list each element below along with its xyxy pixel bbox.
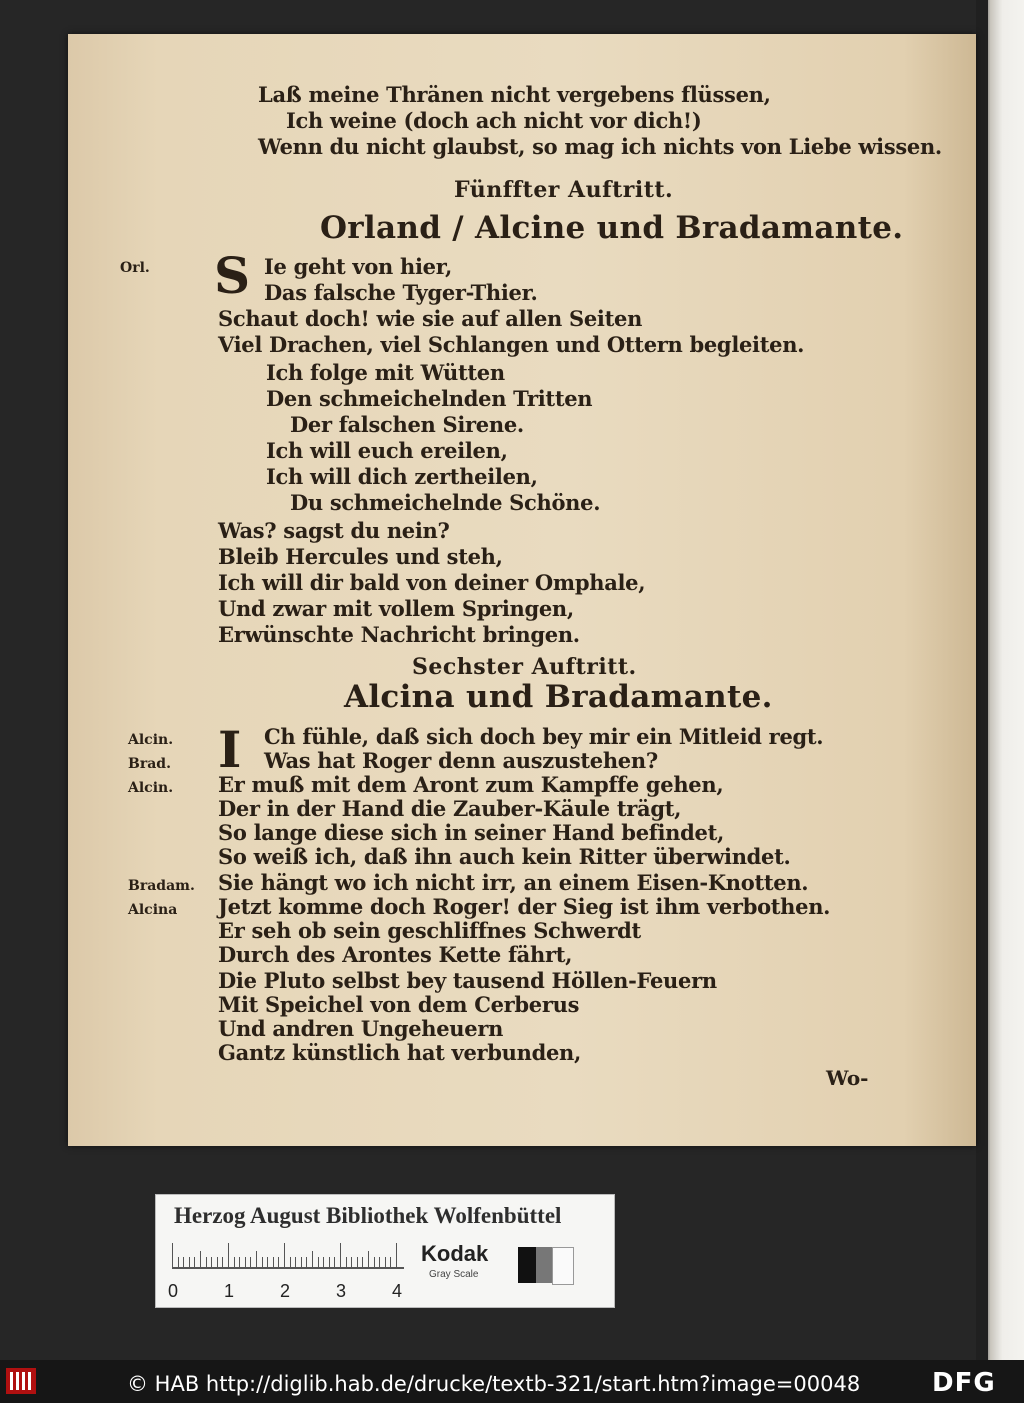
verse-line: Was hat Roger denn auszustehen? (264, 748, 658, 773)
verse-line: Schaut doch! wie sie auf allen Seiten (218, 306, 643, 331)
ruler-number: 1 (224, 1281, 235, 1301)
ruler-tick (278, 1257, 279, 1267)
ruler-tick (346, 1257, 347, 1267)
ruler-tick (200, 1251, 201, 1267)
book-page (68, 34, 976, 1146)
ruler-tick (172, 1243, 173, 1267)
verse-line: Ich will dir bald von deiner Omphale, (218, 570, 646, 595)
drop-capital: S (214, 246, 251, 305)
ruler-tick (312, 1251, 313, 1267)
ruler-tick (334, 1257, 335, 1267)
ruler-tick (194, 1257, 195, 1267)
verse-line: Sie hängt wo ich nicht irr, an einem Eisen-Knotten. (218, 870, 809, 895)
verse-line: Durch des Arontes Kette fährt, (218, 942, 573, 967)
ruler-number: 2 (280, 1281, 291, 1301)
verse-line: Was? sagst du nein? (218, 518, 450, 543)
ruler-tick (340, 1243, 341, 1267)
measurement-ruler (172, 1241, 404, 1269)
ruler-tick (245, 1257, 246, 1267)
ruler-tick (217, 1257, 218, 1267)
ruler-tick (396, 1243, 397, 1267)
verse-line: So lange diese sich in seiner Hand befindet, (218, 820, 724, 845)
speaker-label: Bradam. (128, 878, 195, 894)
verse-line: Erwünschte Nachricht bringen. (218, 622, 580, 647)
gray-patch-black (518, 1247, 536, 1283)
ruler-tick (284, 1243, 285, 1267)
verse-line: Wenn du nicht glaubst, so mag ich nichts von Liebe wissen. (258, 134, 942, 159)
ruler-tick (262, 1257, 263, 1267)
ruler-tick (306, 1257, 307, 1267)
verse-line: Und andren Ungeheuern (218, 1016, 504, 1041)
ruler-tick (290, 1257, 291, 1267)
speaker-label: Alcin. (128, 780, 174, 796)
ruler-tick (178, 1257, 179, 1267)
ruler-tick (211, 1257, 212, 1267)
verse-line: Gantz künstlich hat verbunden, (218, 1040, 582, 1065)
ruler-tick (206, 1257, 207, 1267)
ruler-tick (239, 1257, 240, 1267)
verse-line: Der in der Hand die Zauber-Käule trägt, (218, 796, 682, 821)
ruler-tick (189, 1257, 190, 1267)
scene-cast: Orland / Alcine und Bradamante. (320, 210, 904, 246)
gray-patch-white (552, 1247, 574, 1285)
aria-line: Du schmeichelnde Schöne. (290, 490, 601, 515)
verse-line: Er seh ob sein geschliffnes Schwerdt (218, 918, 641, 943)
aria-line: Ich will dich zertheilen, (266, 464, 538, 489)
gray-scale-label: Gray Scale (429, 1269, 479, 1280)
ruler-tick (368, 1251, 369, 1267)
catchword: Wo- (826, 1066, 869, 1090)
speaker-label: Orl. (120, 260, 150, 276)
verse-line: Ch fühle, daß sich doch bey mir ein Mitleid regt. (264, 724, 824, 749)
verse-line: Mit Speichel von dem Cerberus (218, 992, 580, 1017)
ruler-tick (222, 1257, 223, 1267)
verse-line: Bleib Hercules und steh, (218, 544, 503, 569)
verse-line: Jetzt komme doch Roger! der Sieg ist ihm verbothen. (218, 894, 831, 919)
ruler-tick (385, 1257, 386, 1267)
ruler-tick (318, 1257, 319, 1267)
scene-heading: Fünffter Auftritt. (454, 177, 674, 203)
ruler-tick (295, 1257, 296, 1267)
library-color-card (155, 1194, 615, 1308)
ruler-tick (267, 1257, 268, 1267)
aria-line: Der falschen Sirene. (290, 412, 524, 437)
verse-line: Ie geht von hier, (264, 254, 452, 279)
ruler-tick (390, 1257, 391, 1267)
ruler-tick (357, 1257, 358, 1267)
ruler-tick (250, 1257, 251, 1267)
ruler-tick (351, 1257, 352, 1267)
ruler-tick (329, 1257, 330, 1267)
drop-capital: I (218, 720, 242, 779)
verse-line: Das falsche Tyger-Thier. (264, 280, 538, 305)
aria-line: Den schmeichelnden Tritten (266, 386, 593, 411)
ruler-number: 4 (392, 1281, 403, 1301)
source-credit: © HAB http://diglib.hab.de/drucke/textb-321/start.htm?image=00048 (127, 1372, 861, 1396)
gray-patch-mid (536, 1247, 552, 1283)
scene-heading: Sechster Auftritt. (412, 654, 637, 680)
library-name: Herzog August Bibliothek Wolfenbüttel (174, 1203, 562, 1228)
aria-line: Ich will euch ereilen, (266, 438, 508, 463)
scene-cast: Alcina und Bradamante. (344, 679, 773, 715)
ruler-tick (362, 1257, 363, 1267)
ruler-number: 3 (336, 1281, 347, 1301)
verse-line: Laß meine Thränen nicht vergebens flüssen, (258, 82, 771, 107)
ruler-tick (301, 1257, 302, 1267)
hab-logo-icon (6, 1366, 36, 1396)
ruler-tick (379, 1257, 380, 1267)
verse-line: Und zwar mit vollem Springen, (218, 596, 574, 621)
verse-line: So weiß ich, daß ihn auch kein Ritter überwindet. (218, 844, 791, 869)
aria-line: Ich folge mit Wütten (266, 360, 505, 385)
ruler-tick (273, 1257, 274, 1267)
ruler-tick (228, 1243, 229, 1267)
verse-line: Er muß mit dem Aront zum Kampffe gehen, (218, 772, 724, 797)
ruler-tick (234, 1257, 235, 1267)
speaker-label: Alcin. (128, 732, 174, 748)
ruler-tick (183, 1257, 184, 1267)
verse-line: Viel Drachen, viel Schlangen und Ottern begleiten. (218, 332, 805, 357)
speaker-label: Brad. (128, 756, 171, 772)
book-gutter (976, 0, 988, 1360)
ruler-tick (256, 1251, 257, 1267)
dfg-logo: DFG (932, 1368, 996, 1398)
kodak-logo: Kodak (421, 1241, 489, 1266)
ruler-tick (374, 1257, 375, 1267)
ruler-tick (323, 1257, 324, 1267)
speaker-label: Alcina (128, 902, 178, 918)
verse-line: Die Pluto selbst bey tausend Höllen-Feuern (218, 968, 717, 993)
verse-line: Ich weine (doch ach nicht vor dich!) (286, 108, 702, 133)
ruler-number: 0 (168, 1281, 179, 1301)
